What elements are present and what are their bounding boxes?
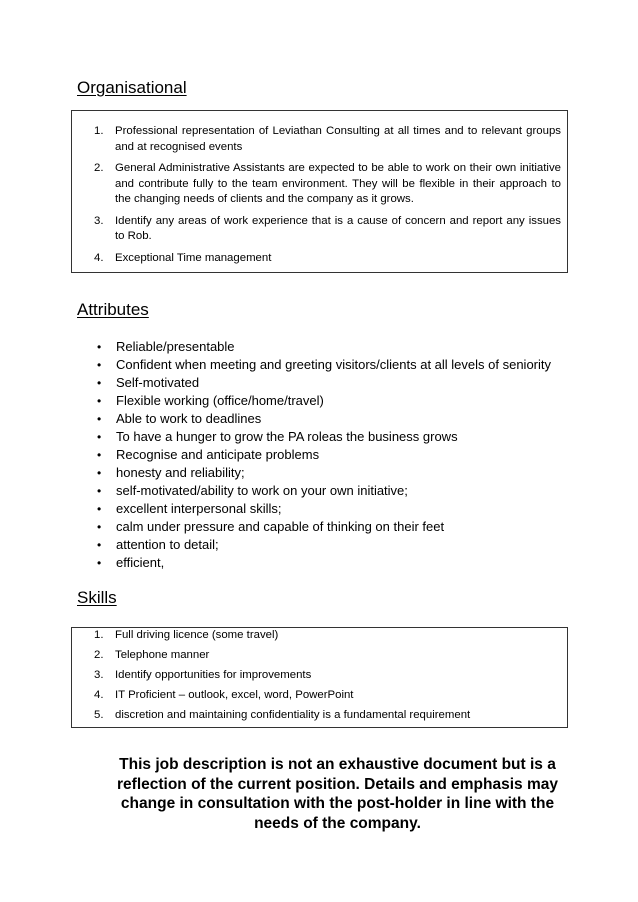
- list-item: [94, 124, 561, 155]
- item-text: Flexible working (office/home/travel): [116, 393, 324, 408]
- list-item: [94, 161, 561, 208]
- list-item: [97, 429, 567, 447]
- list-item: [94, 708, 561, 728]
- list-item: [97, 483, 567, 501]
- item-number: 1.: [94, 125, 104, 137]
- item-text: Self-motivated: [116, 375, 200, 390]
- bullet-icon: •: [97, 556, 102, 570]
- item-text: excellent interpersonal skills;: [116, 501, 282, 516]
- item-text: Professional representation of Leviathan Consulting at all times and to relevant groups and at recognised events: [115, 125, 561, 153]
- item-number: 3.: [94, 669, 104, 681]
- list-item: [94, 251, 561, 267]
- item-text: Exceptional Time management: [115, 251, 272, 264]
- item-number: 5.: [94, 709, 104, 721]
- organisational-list: [94, 124, 561, 272]
- organisational-heading: Organisational: [77, 78, 187, 97]
- list-item: [94, 688, 561, 708]
- item-number: 4.: [94, 251, 104, 264]
- item-number: 1.: [94, 629, 104, 641]
- bullet-icon: •: [97, 340, 102, 354]
- list-item: [97, 537, 567, 555]
- item-text: attention to detail;: [116, 537, 219, 552]
- list-item: [94, 668, 561, 688]
- item-text: Telephone manner: [115, 649, 210, 661]
- list-item: [97, 465, 567, 483]
- list-item: [97, 375, 567, 393]
- bullet-icon: •: [97, 430, 102, 444]
- item-number: 2.: [94, 162, 104, 174]
- item-text: Reliable/presentable: [116, 339, 235, 354]
- closing-statement: This job description is not an exhaustive document but is a reflection of the current position. Details and emphasis may change in consultation with the post-holder in line with the needs of the company.: [117, 756, 558, 832]
- item-text: Recognise and anticipate problems: [116, 447, 320, 462]
- list-item: [97, 501, 567, 519]
- item-text: calm under pressure and capable of thinking on their feet: [116, 519, 445, 534]
- item-text: Able to work to deadlines: [116, 411, 262, 426]
- bullet-icon: •: [97, 412, 102, 426]
- item-text: Confident when meeting and greeting visitors/clients at all levels of seniority: [116, 357, 552, 372]
- list-item: [97, 555, 567, 573]
- list-item: [97, 357, 567, 375]
- item-text: General Administrative Assistants are expected to be able to work on their own initiative and contribute fully to the team environment. They will be flexible in their approach to the changing needs of clients and the company as it grows.: [115, 162, 561, 205]
- item-text: discretion and maintaining confidentiality is a fundamental requirement: [115, 709, 471, 721]
- skills-heading: Skills: [77, 588, 117, 607]
- bullet-icon: •: [97, 466, 102, 480]
- item-number: 3.: [94, 214, 104, 227]
- list-item: [97, 411, 567, 429]
- item-text: efficient,: [116, 555, 165, 570]
- item-text: self-motivated/ability to work on your own initiative;: [116, 483, 408, 498]
- skills-list: [94, 628, 561, 728]
- attributes-list: [97, 339, 567, 573]
- item-text: honesty and reliability;: [116, 465, 245, 480]
- bullet-icon: •: [97, 448, 102, 462]
- bullet-icon: •: [97, 502, 102, 516]
- bullet-icon: •: [97, 520, 102, 534]
- item-text: Identify any areas of work experience that is a cause of concern and report any issues to Rob.: [115, 214, 561, 242]
- attributes-heading: Attributes: [77, 300, 149, 319]
- list-item: [97, 393, 567, 411]
- item-text: IT Proficient – outlook, excel, word, PowerPoint: [115, 689, 354, 701]
- bullet-icon: •: [97, 484, 102, 498]
- bullet-icon: •: [97, 358, 102, 372]
- item-text: To have a hunger to grow the PA roleas the business grows: [116, 429, 458, 444]
- item-text: Full driving licence (some travel): [115, 629, 279, 641]
- list-item: [97, 339, 567, 357]
- item-text: Identify opportunities for improvements: [115, 669, 312, 681]
- list-item: [94, 628, 561, 648]
- list-item: [97, 447, 567, 465]
- list-item: [94, 214, 561, 245]
- item-number: 4.: [94, 689, 104, 701]
- bullet-icon: •: [97, 538, 102, 552]
- bullet-icon: •: [97, 376, 102, 390]
- list-item: [97, 519, 567, 537]
- bullet-icon: •: [97, 394, 102, 408]
- list-item: [94, 648, 561, 668]
- item-number: 2.: [94, 649, 104, 661]
